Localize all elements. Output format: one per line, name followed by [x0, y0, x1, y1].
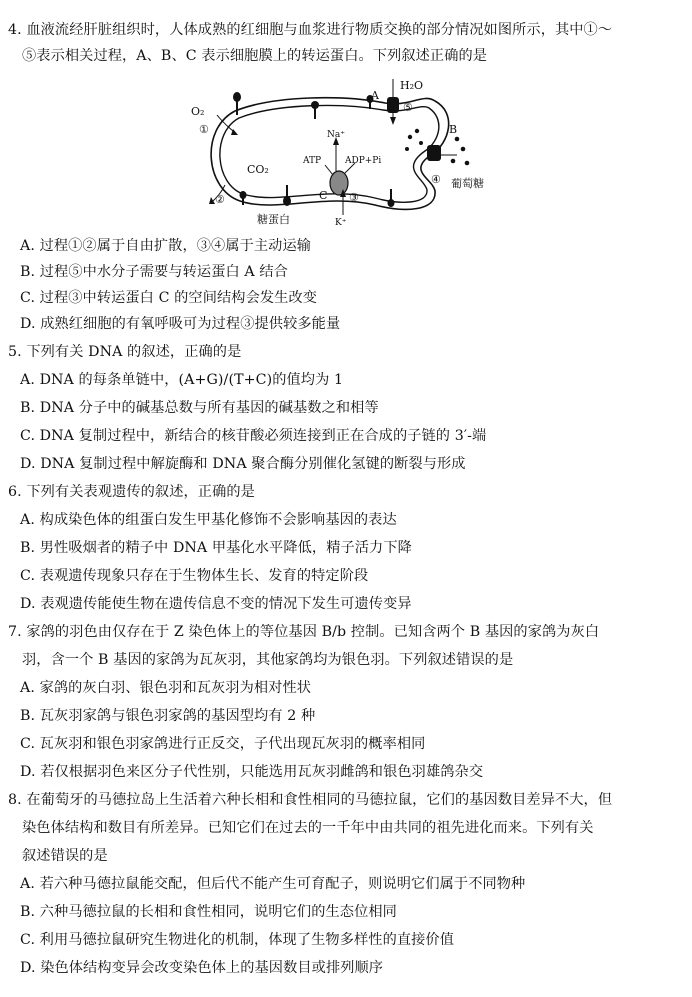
q8-option-a: A. 若六种马德拉鼠能交配，但后代不能产生可育配子，则说明它们属于不同物种 — [20, 876, 526, 892]
membrane-protein-bottom-right — [388, 189, 395, 207]
diagram-svg — [191, 73, 510, 233]
q4-option-a: A. 过程①②属于自由扩散，③④属于主动运输 — [20, 238, 312, 254]
label-4: ④ — [431, 173, 441, 186]
q5-option-b: B. DNA 分子中的碱基总数与所有基因的碱基数之和相等 — [20, 400, 379, 416]
q7-stem-line2: 羽，含一个 B 基因的家鸽为瓦灰羽，其他家鸽均为银色羽。下列叙述错误的是 — [22, 652, 514, 668]
q5-option-a: A. DNA 的每条单链中，(A+G)/(T+C)的值均为 1 — [20, 372, 344, 388]
q4-stem-line1: 4. 血液流经肝脏组织时，人体成熟的红细胞与血浆进行物质交换的部分情况如图所示，其中①～ — [8, 22, 613, 38]
q6-stem: 6. 下列有关表观遗传的叙述，正确的是 — [8, 484, 255, 500]
q8-option-c: C. 利用马德拉鼠研究生物进化的机制，体现了生物多样性的直接价值 — [20, 932, 455, 948]
label-adp: ADP+Pi — [345, 156, 382, 166]
q7-stem-line1: 7. 家鸽的羽色由仅存在于 Z 染色体上的等位基因 B/b 控制。已知含两个 B 基因的家鸽为灰白 — [8, 624, 600, 640]
label-k: K⁺ — [335, 218, 347, 228]
q8-option-d: D. 染色体结构变异会改变染色体上的基因数目或排列顺序 — [20, 960, 384, 976]
q5-option-d: D. DNA 复制过程中解旋酶和 DNA 聚合酶分别催化氢键的断裂与形成 — [20, 456, 466, 472]
label-o2: O₂ — [191, 105, 205, 118]
q4-stem-line2: ⑤表示相关过程，A、B、C 表示细胞膜上的转运蛋白。下列叙述正确的是 — [22, 48, 488, 64]
label-b: B — [449, 123, 458, 136]
q6-option-c: C. 表观遗传现象只存在于生物体生长、发育的特定阶段 — [20, 568, 369, 584]
label-1: ① — [199, 123, 209, 136]
q7-option-c: C. 瓦灰羽和银色羽家鸽进行正反交，子代出现瓦灰羽的概率相同 — [20, 736, 426, 752]
q8-stem-line2: 染色体结构和数目有所差异。已知它们在过去的一千年中由共同的祖先进化而来。下列有关 — [22, 820, 594, 836]
atp-arrow — [325, 165, 333, 175]
glycoprotein-marker — [283, 185, 291, 206]
label-co2: CO₂ — [247, 163, 269, 176]
q7-option-d: D. 若仅根据羽色来区分子代性别，只能选用瓦灰羽雌鸽和银色羽雄鸽杂交 — [20, 764, 484, 780]
q8-option-b: B. 六种马德拉鼠的长相和食性相同，说明它们的生态位相同 — [20, 904, 397, 920]
q4-option-b: B. 过程⑤中水分子需要与转运蛋白 A 结合 — [20, 264, 288, 280]
cell-membrane-inner — [220, 105, 439, 202]
q5-stem: 5. 下列有关 DNA 的叙述，正确的是 — [8, 344, 242, 360]
q6-option-b: B. 男性吸烟者的精子中 DNA 甲基化水平降低，精子活力下降 — [20, 540, 412, 556]
label-glucose: 葡萄糖 — [451, 177, 484, 190]
q6-option-a: A. 构成染色体的组蛋白发生甲基化修饰不会影响基因的表达 — [20, 512, 397, 528]
q6-option-d: D. 表观遗传能使生物在遗传信息不变的情况下发生可遗传变异 — [20, 596, 412, 612]
label-h2o: H₂O — [400, 79, 424, 92]
cell-membrane-outer — [211, 98, 449, 210]
q8-stem-line3: 叙述错误的是 — [22, 848, 108, 864]
q4-option-c: C. 过程③中转运蛋白 C 的空间结构会发生改变 — [20, 290, 318, 306]
q7-option-a: A. 家鸽的灰白羽、银色羽和瓦灰羽为相对性状 — [20, 680, 312, 696]
water-arrow-head — [390, 117, 396, 125]
red-blood-cell-diagram — [191, 73, 510, 233]
q5-option-c: C. DNA 复制过程中，新结合的核苷酸必须连接到正在合成的子链的 3′-端 — [20, 428, 487, 444]
label-c: C — [319, 189, 328, 202]
q4-option-d: D. 成熟红细胞的有氧呼吸可为过程③提供较多能量 — [20, 316, 341, 332]
label-a: A — [371, 89, 379, 102]
label-3: ③ — [349, 191, 359, 204]
membrane-protein-top-mid — [311, 101, 319, 119]
label-glycoprotein: 糖蛋白 — [257, 213, 290, 226]
transporter-b — [427, 145, 441, 161]
label-atp: ATP — [303, 156, 322, 166]
label-na: Na⁺ — [327, 130, 345, 140]
q8-stem-line1: 8. 在葡萄牙的马德拉岛上生活着六种长相和食性相同的马德拉鼠，它们的基因数目差异不大，但 — [8, 792, 613, 808]
label-5: ⑤ — [403, 101, 413, 114]
label-2: ② — [215, 193, 225, 206]
q7-option-b: B. 瓦灰羽家鸽与银色羽家鸽的基因型均有 2 种 — [20, 708, 316, 724]
